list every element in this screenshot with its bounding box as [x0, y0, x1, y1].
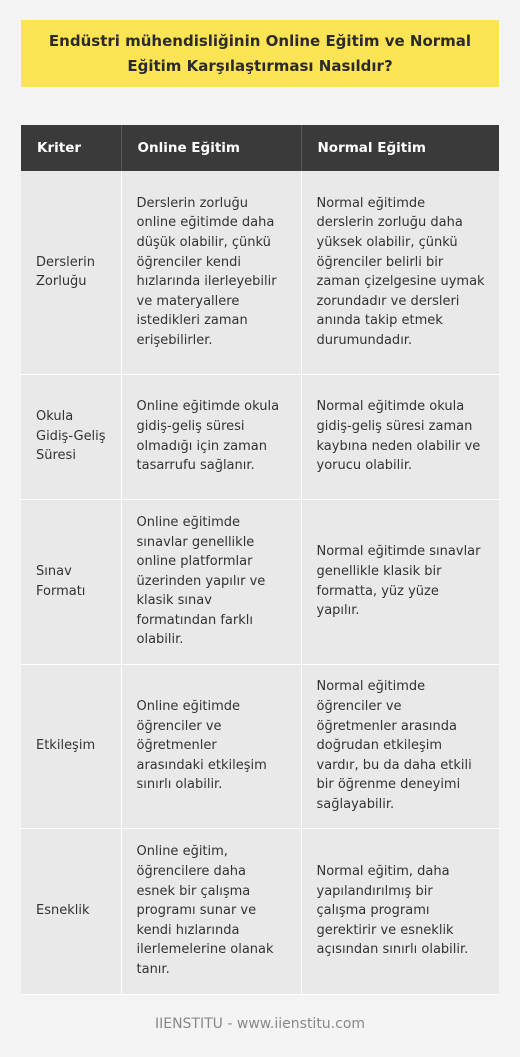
- table-row: [21, 499, 499, 664]
- title-banner: [21, 20, 499, 87]
- normal-cell: Normal eğitimde derslerin zorluğu daha yüksek olabilir, çünkü öğrenciler belirli bir zaman çizelgesine uymak zorundadır ve dersleri anında takip etmek durumundadır.: [301, 171, 499, 374]
- criterion-cell: Esneklik: [21, 828, 121, 994]
- criterion-cell: Okula Gidiş-Geliş Süresi: [21, 374, 121, 499]
- online-cell: Online eğitim, öğrencilere daha esnek bir çalışma programı sunar ve kendi hızlarında ilerlemelerine olanak tanır.: [121, 828, 301, 994]
- table-row: [21, 171, 499, 374]
- online-cell: Online eğitimde okula gidiş-geliş süresi olmadığı için zaman tasarrufu sağlanır.: [121, 374, 301, 499]
- criterion-cell: Etkileşim: [21, 664, 121, 828]
- table-row: [21, 374, 499, 499]
- comparison-table: [21, 125, 499, 995]
- online-cell: Online eğitimde sınavlar genellikle online platformlar üzerinden yapılır ve klasik sınav formatından farklı olabilir.: [121, 499, 301, 664]
- normal-cell: Normal eğitim, daha yapılandırılmış bir çalışma programı gerektirir ve esneklik açısından sınırlı olabilir.: [301, 828, 499, 994]
- table-row: [21, 828, 499, 994]
- header-normal: Normal Eğitim: [301, 125, 499, 171]
- criterion-cell: Sınav Formatı: [21, 499, 121, 664]
- normal-cell: Normal eğitimde öğrenciler ve öğretmenler arasında doğrudan etkileşim vardır, bu da daha etkili bir öğrenme deneyimi sağlayabilir.: [301, 664, 499, 828]
- table-row: [21, 664, 499, 828]
- normal-cell: Normal eğitimde sınavlar genellikle klasik bir formatta, yüz yüze yapılır.: [301, 499, 499, 664]
- normal-cell: Normal eğitimde okula gidiş-geliş süresi zaman kaybına neden olabilir ve yorucu olabilir.: [301, 374, 499, 499]
- page-title: Endüstri mühendisliğinin Online Eğitim ve Normal Eğitim Karşılaştırması Nasıldır?: [48, 31, 472, 75]
- header-criterion: Kriter: [21, 125, 121, 171]
- header-online: Online Eğitim: [121, 125, 301, 171]
- table-header-row: [21, 125, 499, 171]
- online-cell: Derslerin zorluğu online eğitimde daha düşük olabilir, çünkü öğrenciler kendi hızlarında ilerleyebilir ve materyallere istedikleri zaman erişebilirler.: [121, 171, 301, 374]
- footer-credit: IIENSTITU - www.iienstitu.com: [154, 1016, 366, 1032]
- online-cell: Online eğitimde öğrenciler ve öğretmenler arasındaki etkileşim sınırlı olabilir.: [121, 664, 301, 828]
- criterion-cell: Derslerin Zorluğu: [21, 171, 121, 374]
